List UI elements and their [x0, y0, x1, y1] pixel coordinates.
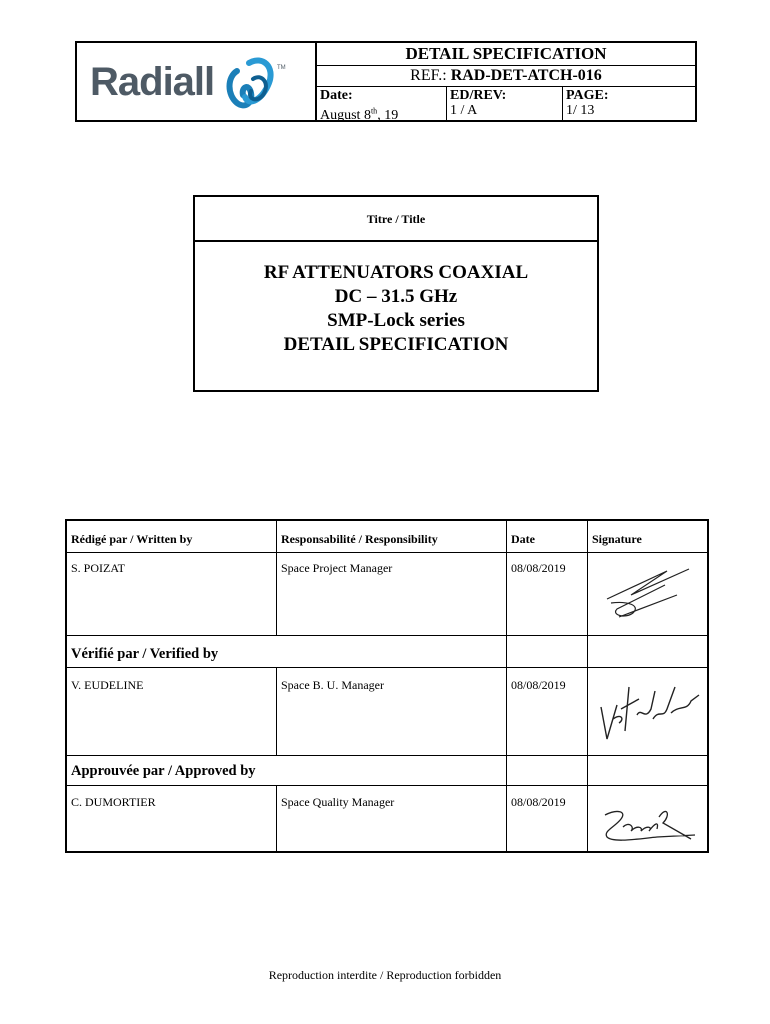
- page-label: PAGE:: [566, 88, 609, 103]
- title-line: SMP-Lock series: [327, 310, 465, 331]
- radiall-logo: [77, 43, 313, 120]
- header-title: DETAIL SPECIFICATION: [317, 43, 695, 66]
- header-info: [317, 43, 695, 123]
- verified-heading: Vérifié par / Verified by: [71, 646, 219, 662]
- title-box-header: Titre / Title: [195, 197, 597, 242]
- title-box-body: [195, 261, 597, 357]
- verifier-name: V. EUDELINE: [71, 678, 144, 692]
- col-responsibility: Responsabilité / Responsibility: [281, 532, 438, 546]
- edrev-value: 1 / A: [450, 103, 478, 118]
- verifier-date: 08/08/2019: [511, 678, 566, 692]
- svg-text:TM: TM: [277, 65, 286, 71]
- footer-notice: Reproduction interdite / Reproduction forbidden: [268, 968, 502, 982]
- col-date: Date: [511, 532, 535, 546]
- page-value: 1/ 13: [566, 103, 595, 118]
- title-line: DETAIL SPECIFICATION: [283, 334, 509, 355]
- writer-date: 08/08/2019: [511, 561, 566, 575]
- ref-label: REF.:: [410, 67, 447, 84]
- verifier-signature: [595, 679, 703, 745]
- page-cell: [563, 87, 695, 120]
- radiall-swirl-icon: [230, 60, 271, 105]
- date-label: Date:: [320, 88, 353, 103]
- edrev-label: ED/REV:: [450, 88, 507, 103]
- header-reference: [317, 66, 695, 87]
- approver-role: Space Quality Manager: [281, 795, 395, 809]
- date-cell: [317, 87, 447, 123]
- col-signature: Signature: [592, 532, 642, 546]
- approved-heading: Approuvée par / Approved by: [71, 763, 256, 779]
- svg-text:Radiall: Radiall: [90, 60, 215, 104]
- edrev-cell: [447, 87, 563, 120]
- approver-date: 08/08/2019: [511, 795, 566, 809]
- col-written-by: Rédigé par / Written by: [71, 532, 193, 546]
- approver-signature: [597, 797, 701, 847]
- date-value: August 8th, 19: [320, 106, 399, 123]
- writer-name: S. POIZAT: [71, 561, 126, 575]
- title-line: RF ATTENUATORS COAXIAL: [263, 262, 529, 283]
- verifier-role: Space B. U. Manager: [281, 678, 384, 692]
- title-box: [193, 195, 599, 392]
- title-line: DC – 31.5 GHz: [334, 286, 458, 307]
- approver-name: C. DUMORTIER: [71, 795, 156, 809]
- ref-value: RAD-DET-ATCH-016: [450, 67, 602, 84]
- logo-cell: [77, 43, 317, 120]
- document-header: [75, 41, 697, 122]
- writer-role: Space Project Manager: [281, 561, 393, 575]
- writer-signature: [597, 561, 697, 623]
- signature-table: [65, 519, 709, 853]
